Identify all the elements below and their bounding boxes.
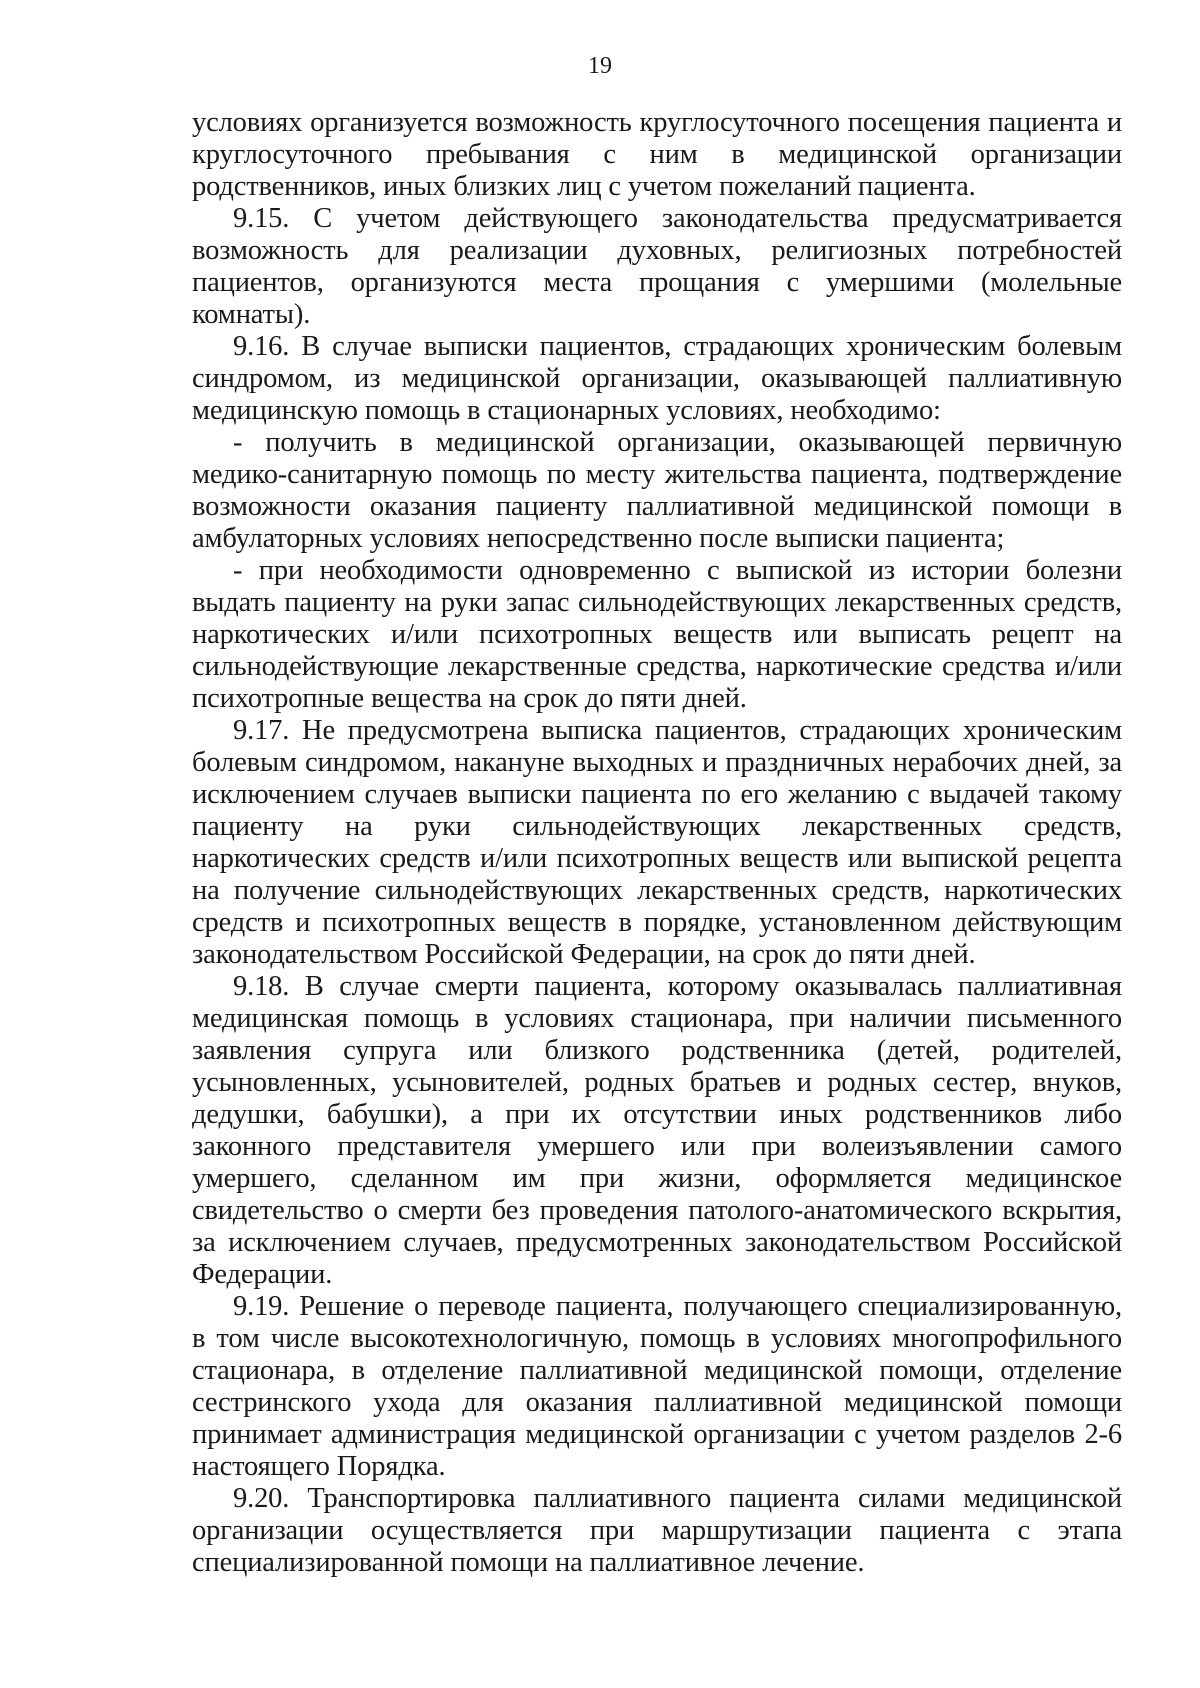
paragraph-9-18: 9.18. В случае смерти пациента, которому оказывалась паллиативная медицинская помощь в условиях стационара, при наличии письменного заявления супруга или близкого родственника (детей, родителей, усыновленных, усыновителей, родных братьев и родных сестер, внуков, дедушки, бабушки), а при их отсутствии иных родственников либо законного представителя умершего или при волеизъявлении самого умершего, сделанном им при жизни, оформляется медицинское свидетельство о смерти без проведения патолого-анатомического вскрытия, за исключением случаев, предусмотренных законодательством Российской Федерации. — [192, 971, 1122, 1290]
paragraph-9-20: 9.20. Транспортировка паллиативного пациента силами медицинской организации осуществляется при маршрутизации пациента с этапа специализированной помощи на паллиативное лечение. — [192, 1483, 1122, 1578]
document-body — [192, 107, 1122, 1579]
paragraph-9-16-item-1: - получить в медицинской организации, оказывающей первичную медико-санитарную помощь по месту жительства пациента, подтверждение возможности оказания пациенту паллиативной медицинской помощи в амбулаторных условиях непосредственно после выписки пациента; — [192, 427, 1122, 554]
paragraph-9-19: 9.19. Решение о переводе пациента, получающего специализированную, в том числе высокотехнологичную, помощь в условиях многопрофильного стационара, в отделение паллиативной медицинской помощи, отделение сестринского ухода для оказания паллиативной медицинской помощи принимает администрация медицинской организации с учетом разделов 2-6 настоящего Порядка. — [192, 1291, 1122, 1482]
page-number: 19 — [588, 53, 612, 79]
paragraph-9-17: 9.17. Не предусмотрена выписка пациентов, страдающих хроническим болевым синдромом, накануне выходных и праздничных нерабочих дней, за исключением случаев выписки пациента по его желанию с выдачей такому пациенту на руки сильнодействующих лекарственных средств, наркотических средств и/или психотропных веществ или выпиской рецепта на получение сильнодействующих лекарственных средств, наркотических средств и психотропных веществ в порядке, установленном действующим законодательством Российской Федерации, на срок до пяти дней. — [192, 715, 1122, 970]
paragraph-continuation: условиях организуется возможность круглосуточного посещения пациента и круглосуточного пребывания с ним в медицинской организации родственников, иных близких лиц с учетом пожеланий пациента. — [192, 107, 1122, 202]
paragraph-9-15: 9.15. С учетом действующего законодательства предусматривается возможность для реализации духовных, религиозных потребностей пациентов, организуются места прощания с умершими (молельные комнаты). — [192, 203, 1122, 330]
paragraph-9-16-item-2: - при необходимости одновременно с выпиской из истории болезни выдать пациенту на руки запас сильнодействующих лекарственных средств, наркотических и/или психотропных веществ или выписать рецепт на сильнодействующие лекарственные средства, наркотические средства и/или психотропные вещества на срок до пяти дней. — [192, 555, 1122, 714]
paragraph-9-16: 9.16. В случае выписки пациентов, страдающих хроническим болевым синдромом, из медицинской организации, оказывающей паллиативную медицинскую помощь в стационарных условиях, необходимо: — [192, 331, 1122, 426]
